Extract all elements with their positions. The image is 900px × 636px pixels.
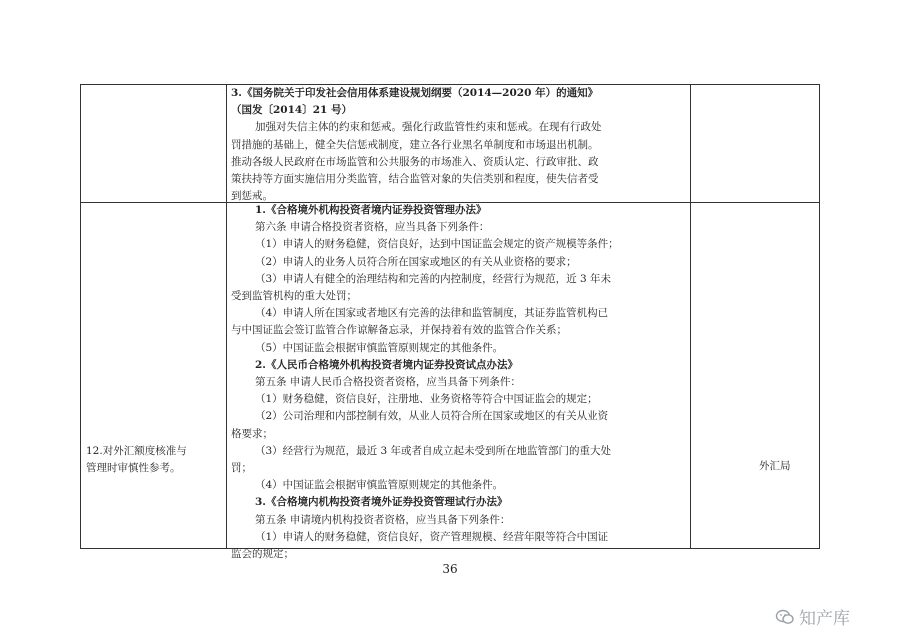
page-number: 36 — [442, 562, 458, 576]
paragraph-line: 到惩戒。 — [231, 190, 273, 203]
law-line: （3）申请人有健全的治理结构和完善的内控制度，经营行为规范，近 3 年未 — [255, 272, 612, 285]
law-line: 第六条 申请合格投资者资格，应当具备下列条件： — [255, 221, 490, 234]
item-label — [86, 443, 222, 477]
paragraph-line: 罚措施的基础上，健全失信惩戒制度，建立各行业黑名单制度和市场退出机制。 — [231, 138, 599, 151]
law-line: （2）公司治理和内部控制有效，从业人员符合所在国家或地区的有关从业资 — [255, 410, 609, 423]
law-line: （3）经营行为规范，最近 3 年或者自成立起未受到所在地监管部门的重大处 — [255, 444, 612, 457]
law-line: 受到监管机构的重大处罚； — [231, 290, 357, 303]
regulations-cell — [231, 202, 686, 563]
watermark-text: 知产库 — [799, 609, 850, 629]
law-line: （1）申请人的财务稳健，资信良好，达到中国证监会规定的资产规模等条件； — [255, 238, 619, 251]
paragraph-line: 策扶持等方面实施信用分类监管，结合监管对象的失信类别和程度，使失信者受 — [231, 173, 599, 186]
law-line: （2）申请人的业务人员符合所在国家或地区的有关从业资格的要求； — [255, 255, 577, 268]
law-line: 第五条 申请境内机构投资者资格，应当具备下列条件： — [255, 513, 511, 526]
law-title: 3.《合格境内机构投资者境外证券投资管理试行办法》 — [255, 496, 508, 509]
law-line: （4）申请人所在国家或者地区有完善的法律和监管制度，其证券监管机构已 — [255, 307, 609, 320]
item-label-line: 12.对外汇额度核准与 — [86, 445, 187, 457]
law-title-continued: （国发〔2014〕21 号） — [231, 104, 352, 117]
law-line: （1）财务稳健，资信良好，注册地、业务资格等符合中国证监会的规定； — [255, 393, 598, 406]
column-divider — [690, 85, 691, 548]
law-title: 3.《国务院关于印发社会信用体系建设规划纲要（2014—2020 年）的通知》 — [231, 87, 599, 99]
column-divider — [226, 85, 227, 548]
paragraph-line: 推动各级人民政府在市场监管和公共服务的市场准入、资质认定、行政审批、政 — [231, 155, 599, 168]
regulation-table — [80, 84, 820, 561]
law-line: 监会的规定； — [231, 548, 294, 561]
item-label-line: 管理时审慎性参考。 — [86, 462, 181, 474]
law-line: （1）申请人的财务稳健，资信良好，资产管理规模、经营年限等符合中国证 — [255, 530, 609, 543]
law-title: 2.《人民币合格境外机构投资者境内证券投资试点办法》 — [255, 358, 518, 371]
law-line: （5）中国证监会根据审慎监管原则规定的其他条件。 — [255, 341, 504, 354]
paragraph-line: 加强对失信主体的约束和惩戒。强化行政监管性约束和惩戒。在现有行政处 — [255, 121, 602, 134]
law-line: 第五条 申请人民币合格投资者资格，应当具备下列条件： — [255, 376, 521, 389]
law-line: 格要求； — [231, 427, 273, 440]
law-title: 1.《合格境外机构投资者境内证券投资管理办法》 — [255, 204, 487, 216]
watermark — [775, 604, 850, 629]
law-line: （4）中国证监会根据审慎监管原则规定的其他条件。 — [255, 479, 504, 492]
authority-label: 外汇局 — [759, 460, 791, 472]
top-cell — [231, 85, 686, 205]
law-line: 与中国证监会签订监管合作谅解备忘录，并保持着有效的监管合作关系； — [231, 324, 567, 337]
law-line: 罚； — [231, 462, 252, 475]
wechat-icon — [775, 607, 795, 627]
